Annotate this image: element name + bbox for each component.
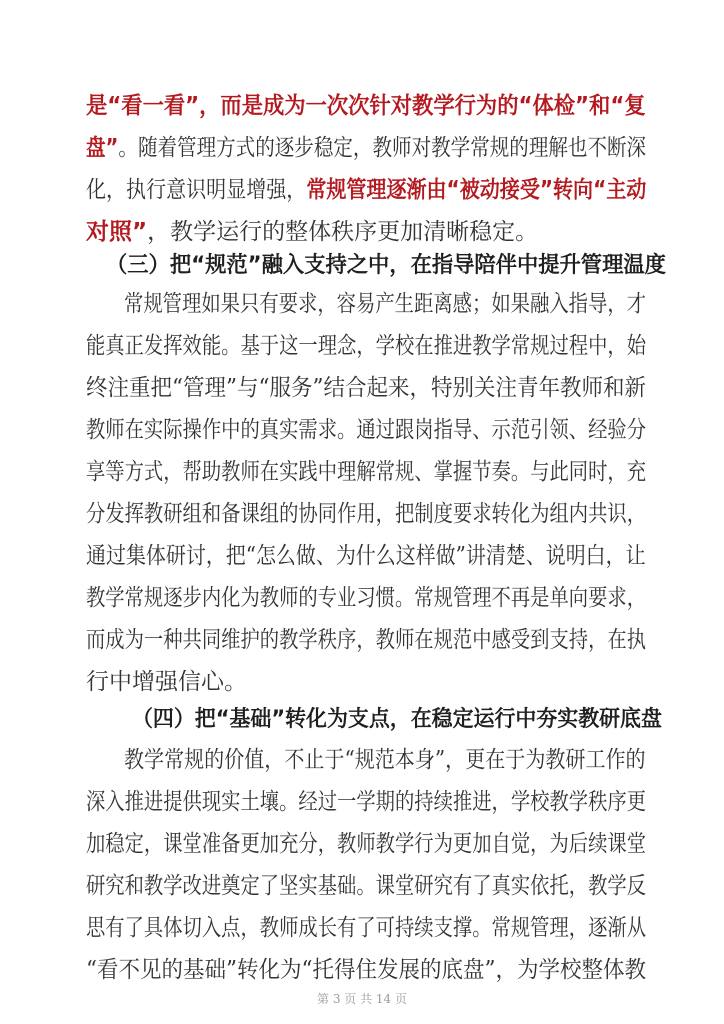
page-footer: 第 3 页 共 14 页	[317, 992, 407, 1006]
paragraph-line: 教学常规的价值，不止于“规范本身”，更在于为教研工作的	[124, 747, 646, 773]
paragraph-line: 深入推进提供现实土壤。经过一学期的持续推进，学校教学秩序更	[86, 789, 646, 815]
paragraph-line: 研究和教学改进奠定了坚实基础。课堂研究有了真实依托，教学反	[86, 873, 646, 899]
paragraph-line: 享等方式，帮助教师在实践中理解常规、掌握节奏。与此同时，充	[86, 459, 646, 485]
paragraph-line: 教学常规逐步内化为教师的专业习惯。常规管理不再是单向要求，	[86, 585, 646, 611]
paragraph-line: 能真正发挥效能。基于这一理念，学校在推进教学常规过程中，始	[86, 333, 646, 359]
highlight-text: 对照”	[86, 219, 148, 245]
paragraph-line	[86, 134, 647, 162]
paragraph-line	[86, 218, 646, 246]
paragraph-line: 常规管理如果只有要求，容易产生距离感；如果融入指导，才	[124, 291, 646, 317]
paragraph-line: “看不见的基础”转化为“托得住发展的底盘”，为学校整体教	[86, 957, 647, 983]
paragraph-line: 思有了具体切入点，教师成长有了可持续支撑。常规管理，逐渐从	[86, 915, 646, 941]
paragraph-line: 通过集体研讨，把“怎么做、为什么这样做”讲清楚、说明白，让	[86, 543, 646, 569]
section-heading-4: （四）把“基础”转化为支点，在稳定运行中夯实教研底盘	[132, 707, 662, 732]
paragraph-line: 加稳定，课堂准备更加充分，教师教学行为更加自觉，为后续课堂	[86, 831, 646, 857]
paragraph-line: 是“看一看”，而是成为一次次针对教学行为的“体检”和“复	[86, 93, 646, 119]
paragraph-line: 行中增强信心。	[86, 669, 247, 695]
section-heading-3: （三）把“规范”融入支持之中，在指导陪伴中提升管理温度	[106, 253, 666, 278]
body-text: 化，执行意识明显增强，	[86, 177, 307, 203]
paragraph-line: 而成为一种共同维护的教学秩序，教师在规范中感受到支持，在执	[86, 627, 646, 653]
paragraph-line: 分发挥教研组和备课组的协同作用，把制度要求转化为组内共识，	[86, 501, 646, 527]
body-text: ，教学运行的整体秩序更加清晰稳定。	[147, 219, 539, 245]
paragraph-line: 终注重把“管理”与“服务”结合起来，特别关注青年教师和新	[86, 375, 647, 401]
paragraph-line	[86, 176, 647, 204]
highlight-text: 常规管理逐渐由“被动接受”转向“主动	[306, 177, 647, 203]
body-text: 。随着管理方式的逐步稳定，教师对教学常规的理解也不断深	[118, 135, 647, 161]
paragraph-line: 教师在实际操作中的真实需求。通过跟岗指导、示范引领、经验分	[86, 417, 646, 443]
highlight-text: 盘”	[86, 135, 119, 161]
